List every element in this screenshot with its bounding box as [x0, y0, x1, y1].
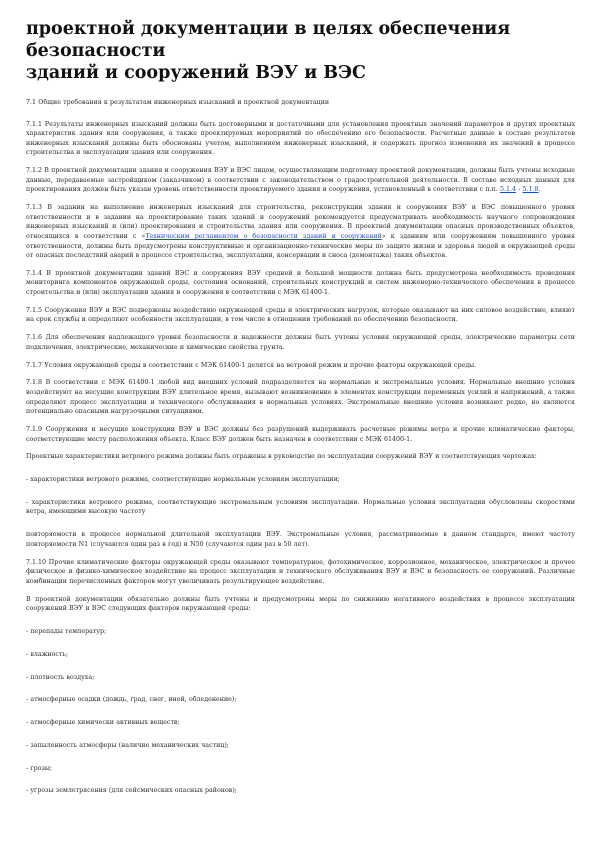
paragraph-7-1-3-end: » к зданиям или сооружениям повышенного уровня ответственности, должны быть предусмотрены конструктивные и организационно-технические меры по защите жизни и здоровья людей и окружающей среды от опасных последствий аварий в процессе строительства, эксплуатации, консервации и сноса (демонтажа) таких объектов.: [26, 232, 575, 260]
list-item: - грозы;: [26, 764, 53, 772]
paragraph-7-1-2: [26, 166, 575, 195]
paragraph-7-1-1: 7.1.1 Результаты инженерных изысканий должны быть достоверными и достаточными для установления проектных значений параметров и других проектных характеристик здания или сооружения, а также проектируемых мероприятий по обеспечению его безопасности. Расчетные данные в составе результатов инженерных изысканий должны быть обоснованы учетом, выполнением инженерных изысканий, и содержать прогноз изменения их значений в процессе строительства и эксплуатации здания или сооружения.: [26, 120, 575, 157]
clause-link-5-1-4[interactable]: 5.1.4: [499, 186, 516, 194]
paragraph-7-1-4: 7.1.4 В проектной документации зданий ВЭС и сооружения ВЭУ средней и большой мощности должна быть предусмотрена необходимость проведения мониторинга компонентов окружающей среды, состояния оснований, строительных конструкций и систем инженерно-технического обеспечения в процессе строительства и (или) эксплуатации здания и сооружения в соответствии с МЭК 61400-1.: [26, 269, 575, 297]
paragraph-7-1-8: 7.1.8 В соответствии с МЭК 61400-1 любой вид внешних условий подразделяется на нормальные и экстремальные условия. Нормальные внешние условия воздействуют на несущие конструкции ВЭУ длительное время, вызывают возникновение в элементах конструкции переменных усилий и напряжений, а также определяют процесс эксплуатации и технического обслуживания в нормальных условиях. Экстремальные внешние условия возникают редко, но являются потенциально опасными нагрузочными ситуациями.: [26, 379, 575, 416]
list-item: - запыленность атмосферы (наличие механических частиц);: [26, 741, 229, 749]
title-line-1: проектной документации в целях обеспечения безопасности: [26, 19, 511, 61]
list-item: - перепады температур;: [26, 627, 107, 635]
page-title: [26, 18, 575, 84]
paragraph-7-1-3-text: 7.1.3 В задании на выполнение инженерных изысканий для строительства, реконструкции здания и сооружения ВЭУ и ВЭС повышенного уровня ответственности и в задании на проектирование таких зданий и сооружений рекомендуется предусматривать необходимость научного сопровождения инженерных изысканий и (или) проектирования и строительства здания или сооружения. В проектной документации опасных производственных объектов, относящихся в соответствии с «: [26, 204, 575, 240]
paragraph-7-1-5: 7.1.5 Сооружения ВЭУ и ВЭС подвержены воздействию окружающей среды и электрических нагрузок, которые оказывают на них силовое воздействие, влияют на срок службы и определяют особенности эксплуатации, в том числе в отношении требований по обеспечению безопасности.: [26, 306, 575, 324]
paragraph-design-characteristics: Проектные характеристики ветрового режима должны быть отражены в руководстве по эксплуатации сооружений ВЭУ и соответствующих чертежах:: [26, 453, 537, 461]
paragraph-environment-factors: В проектной документации обязательно должны быть учтены и предусмотрены меры по снижению негативного воздействия в процессе эксплуатации сооружений ВЭУ и ВЭС следующих факторов окружающей среды:: [26, 595, 575, 613]
paragraph-repeatability: повторяемости в процессе нормальной длительной эксплуатации ВЭУ. Экстремальные условия, рассматриваемые в данном стандарте, имеют частоту повторяемости N1 (случаются один раз в год) и N50 (случаются один раз в 50 лет).: [26, 531, 575, 548]
link-separator: -: [515, 186, 523, 194]
list-item-extreme-wind: - характеристики ветрового режима, соответствующие экстремальным условиям эксплуатации. Нормальные условия эксплуатации обусловлены скоростями ветра, имеющими высокую частоту: [26, 498, 575, 516]
paragraph-7-1-6: 7.1.6 Для обеспечения надлежащего уровня безопасности и надежности должны быть учтены условия окружающей среды, электрические параметры сети подключения, электрические, механические и химические свойства грунта.: [26, 334, 575, 351]
technical-regulation-link[interactable]: Техническим регламентом о безопасности зданий и сооружений: [145, 232, 382, 240]
list-item: - влажность;: [26, 650, 68, 658]
list-item: - атмосферные химически активных веществ;: [26, 719, 180, 727]
paragraph-7-1-9: 7.1.9 Сооружения и несущие конструкции ВЭУ и ВЭС должны без разрушений выдерживать расчетные режимы ветра и прочие климатические факторы, соответствующие месту расположения объекта. Класс ВЭУ должен быть назначен в соответствии с МЭК 61400-1.: [26, 425, 575, 443]
paragraph-7-1-3: [26, 203, 575, 261]
paragraph-7-1-7: 7.1.7 Условия окружающей среды в соответствии с МЭК 61400-1 делятся на ветровой режим и прочие факторы окружающей среды.: [26, 361, 477, 369]
section-heading: 7.1 Общие требования к результатам инженерных изысканий и проектной документации: [26, 99, 330, 106]
list-item: - угрозы землетрясения (для сейсмических опасных районов);: [26, 787, 237, 795]
paragraph-7-1-10: 7.1.10 Прочие климатические факторы окружающей среды оказывают температурное, фотохимическое, коррозионное, механическое, электрическое и прочее физическое и физико-химическое воздействие на процесс эксплуатации и технического обслуживания ВЭУ и ВЭС и безопасность ее сооружений. Различные комбинации перечисленных факторов могут увеличивать результирующее воздействие.: [26, 558, 575, 585]
paragraph-7-1-2-end: .: [538, 186, 541, 194]
factors-list: [26, 627, 575, 796]
paragraph-7-1-2-text: 7.1.2 В проектной документации здания и сооружения ВЭУ и ВЭС лицом, осуществляющим подготовку проектной документации, должны быть учтены исходные данные, передаваемые застройщиком (заказчиком) в соответствии с законодательством о градостроительной деятельности. В составе исходных данных для проектирования должен быть указан уровень ответственности проектируемого здания и сооружения, установленный в соответствии с п.п.: [26, 167, 575, 194]
clause-link-5-1-8[interactable]: 5.1.8: [522, 186, 539, 194]
list-item-normal-wind: - характеристики ветрового режима, соответствующие нормальным условиям эксплуатации;: [26, 476, 340, 484]
list-item: - атмосферные осадки (дождь, град, снег, иней, обледенение);: [26, 696, 237, 704]
title-line-2: зданий и сооружений ВЭУ и ВЭС: [26, 63, 366, 83]
list-item: - плотность воздуха;: [26, 673, 95, 681]
